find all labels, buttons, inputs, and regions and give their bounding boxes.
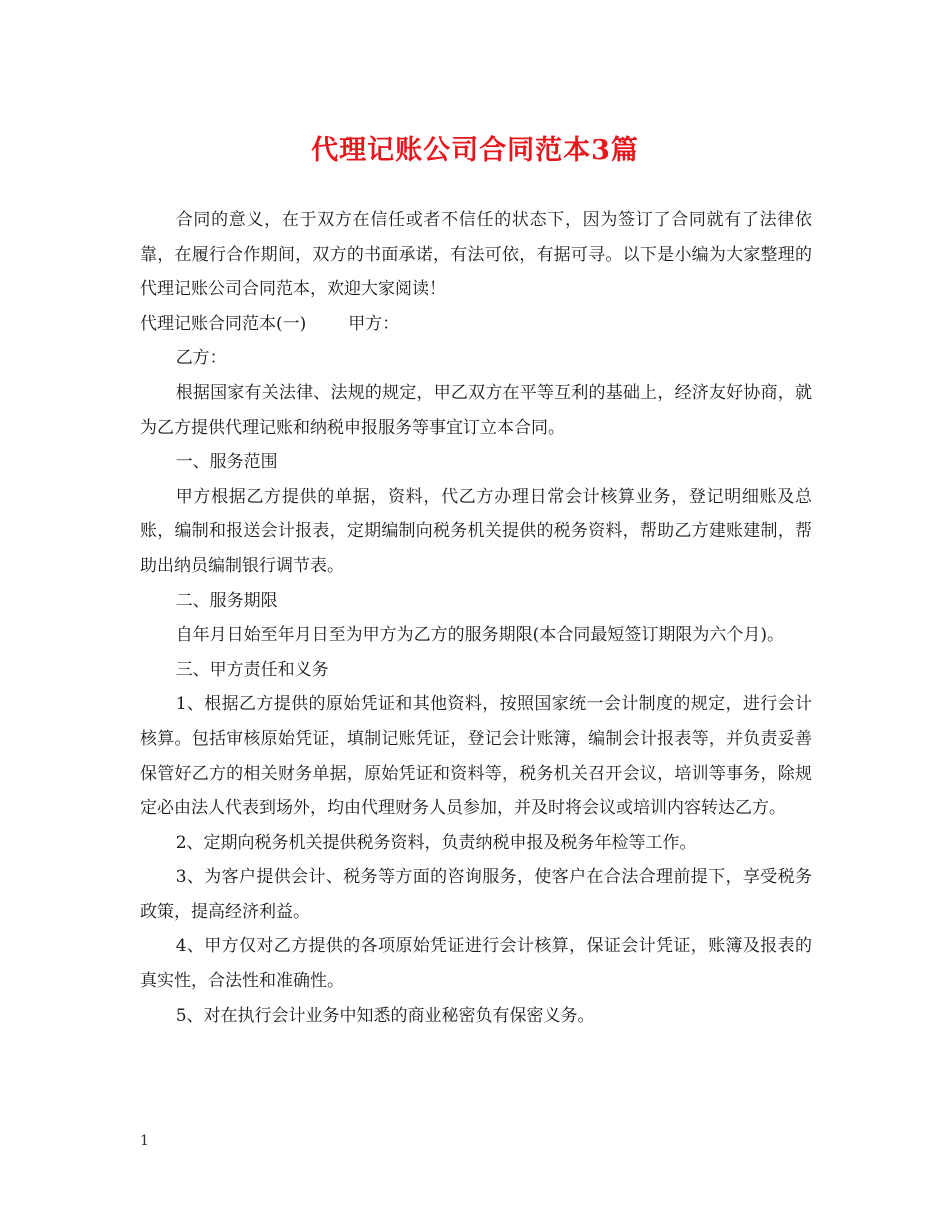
clause2-paragraph: 自年月日始至年月日至为甲方为乙方的服务期限(本合同最短签订期限为六个月)。 (175, 625, 784, 646)
intro-paragraph: 合同的意义，在于双方在信任或者不信任的状态下，因为签订了合同就有了法律依靠，在履行合作期间，双方的书面承诺，有法可依，有据可寻。以下是小编为大家整理的代理记账公司合同范本，欢迎大家阅读！ (140, 210, 812, 300)
party-b-label: 乙方： (175, 348, 227, 369)
preamble-paragraph: 根据国家有关法律、法规的规定，甲乙双方在平等互利的基础上，经济友好协商，就为乙方提供代理记账和纳税申报服务等事宜订立本合同。 (140, 382, 812, 438)
clause3-heading: 三、甲方责任和义务 (175, 659, 329, 680)
section-heading: 代理记账合同范本(一) (140, 313, 307, 334)
document-title: 代理记账公司合同范本3篇 (311, 135, 639, 166)
party-a-label: 甲方： (348, 313, 400, 334)
clause1-paragraph: 甲方根据乙方提供的单据，资料，代乙方办理日常会计核算业务，登记明细账及总账，编制和报送会计报表，定期编制向税务机关提供的税务资料，帮助乙方建账建制，帮助出纳员编制银行调节表。 (140, 486, 812, 576)
clause3-item-1: 1、根据乙方提供的原始凭证和其他资料，按照国家统一会计制度的规定，进行会计核算。包括审核原始凭证，填制记账凭证，登记会计账簿，编制会计报表等，并负责妥善保管好乙方的相关财务单据，原始凭证和资料等，税务机关召开会议，培训等事务，除规定必由法人代表到场外，均由代理财务人员参加，并及时将会议或培训内容转达乙方。 (140, 694, 812, 819)
clause3-item-5: 5、对在执行会计业务中知悉的商业秘密负有保密义务。 (175, 1005, 595, 1026)
clause3-item-2: 2、定期向税务机关提供税务资料，负责纳税申报及税务年检等工作。 (175, 832, 697, 853)
clause1-heading: 一、服务范围 (175, 452, 278, 473)
clause3-item-3: 3、为客户提供会计、税务等方面的咨询服务，使客户在合法合理前提下，享受税务政策，提高经济利益。 (140, 867, 812, 922)
section-heading-line (140, 307, 812, 342)
page-number: 1 (140, 1133, 149, 1149)
clause2-heading: 二、服务期限 (175, 590, 278, 611)
document-body (140, 203, 812, 1033)
clause3-item-4: 4、甲方仅对乙方提供的各项原始凭证进行会计核算，保证会计凭证，账簿及报表的真实性，合法性和准确性。 (140, 936, 812, 992)
